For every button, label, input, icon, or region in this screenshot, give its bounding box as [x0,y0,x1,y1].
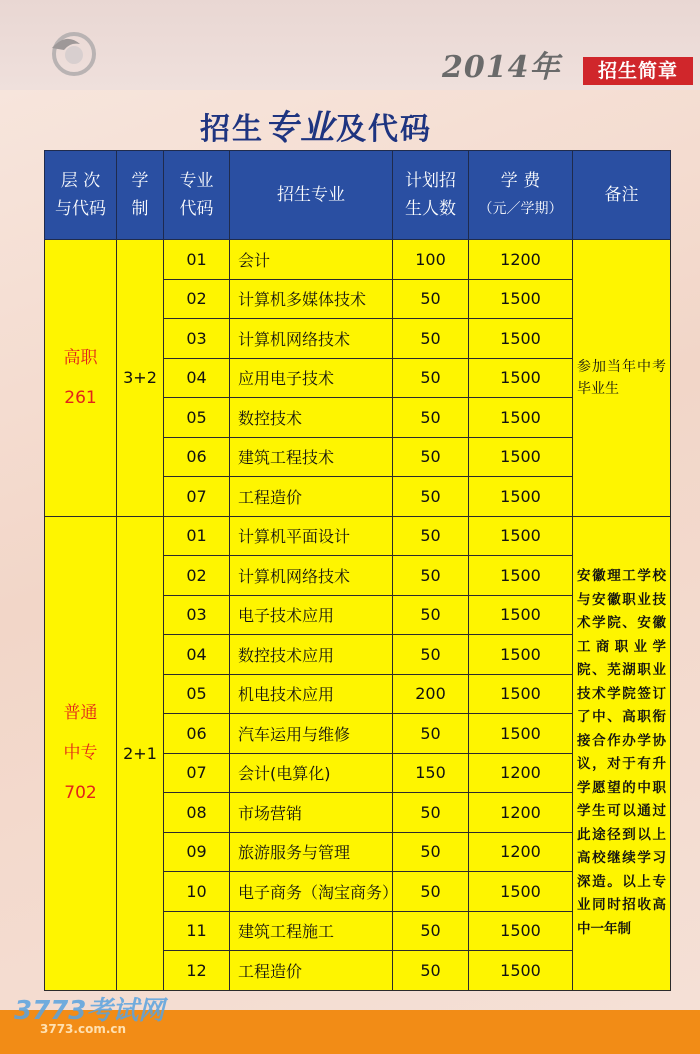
header-note: 备注 [573,151,671,240]
level-cell [45,516,117,990]
page-title [200,100,432,149]
fee-cell: 1500 [469,398,573,438]
system-cell: 2+1 [117,516,164,990]
plan-cell: 50 [393,477,469,517]
watermark-url: 3773.com.cn [40,1022,127,1036]
plan-cell: 50 [393,319,469,359]
fee-cell: 1500 [469,477,573,517]
code-cell: 04 [164,635,230,675]
table-row [45,516,671,556]
code-cell: 07 [164,753,230,793]
code-cell: 06 [164,714,230,754]
header-code [164,151,230,240]
header-plan [393,151,469,240]
fee-cell: 1200 [469,753,573,793]
header-plan-l1: 计划招 [405,171,456,191]
title-part1: 招生 [200,112,264,147]
fee-cell: 1500 [469,319,573,359]
table-row [45,240,671,280]
code-cell: 10 [164,872,230,912]
code-cell: 12 [164,951,230,991]
fee-cell: 1500 [469,635,573,675]
code-cell: 06 [164,437,230,477]
fee-cell: 1500 [469,516,573,556]
major-cell: 计算机平面设计 [230,516,393,556]
fee-cell: 1500 [469,279,573,319]
fee-cell: 1500 [469,872,573,912]
major-cell: 机电技术应用 [230,674,393,714]
level-text: 261 [64,387,97,408]
plan-cell: 200 [393,674,469,714]
major-cell: 汽车运用与维修 [230,714,393,754]
plan-cell: 150 [393,753,469,793]
level-text: 702 [64,783,97,803]
level-text: 高职 [63,347,98,368]
code-cell: 01 [164,516,230,556]
header-system-l2: 制 [131,199,149,219]
major-cell: 计算机网络技术 [230,319,393,359]
plan-cell: 50 [393,556,469,596]
code-cell: 02 [164,556,230,596]
plan-cell: 50 [393,398,469,438]
code-cell: 07 [164,477,230,517]
major-cell: 工程造价 [230,951,393,991]
table-body [45,240,671,991]
code-cell: 03 [164,595,230,635]
header-plan-l2: 生人数 [405,199,456,219]
fee-cell: 1200 [469,240,573,280]
brochure-badge: 招生简章 [583,57,693,85]
major-cell: 建筑工程技术 [230,437,393,477]
major-cell: 会计 [230,240,393,280]
header-level-l1: 层 次 [60,171,101,191]
header-fee-l1: 学 费 [500,171,541,191]
majors-table [44,150,671,991]
year-label: 2014年 [442,50,561,85]
header-level-l2: 与代码 [55,199,106,219]
note-cell: 安徽理工学校与安徽职业技术学院、安徽工商职业学院、芜湖职业技术学院签订了中、高职衔接合作办学协议，对于有升学愿望的中职学生可以通过此途径到以上高校继续学习深造。以上专业同时招收高中一年制 [573,516,671,990]
header-code-l2: 代码 [179,199,214,219]
system-cell: 3+2 [117,240,164,517]
header-fee-l2: （元／学期） [478,201,563,217]
major-cell: 计算机多媒体技术 [230,279,393,319]
code-cell: 03 [164,319,230,359]
code-cell: 05 [164,398,230,438]
header-system-l1: 学 [131,171,149,191]
fee-cell: 1500 [469,714,573,754]
major-cell: 数控技术应用 [230,635,393,675]
plan-cell: 50 [393,872,469,912]
code-cell: 01 [164,240,230,280]
fee-cell: 1500 [469,911,573,951]
title-part3: 及代码 [336,112,432,147]
plan-cell: 50 [393,595,469,635]
fee-cell: 1500 [469,951,573,991]
level-text: 中专 [63,743,98,763]
fee-cell: 1500 [469,674,573,714]
header-system [117,151,164,240]
code-cell: 04 [164,358,230,398]
fee-cell: 1200 [469,793,573,833]
major-cell: 应用电子技术 [230,358,393,398]
note-cell: 参加当年中考毕业生 [573,240,671,517]
major-cell: 建筑工程施工 [230,911,393,951]
fee-cell: 1500 [469,437,573,477]
plan-cell: 100 [393,240,469,280]
plan-cell: 50 [393,793,469,833]
header-level [45,151,117,240]
plan-cell: 50 [393,516,469,556]
fee-cell: 1500 [469,595,573,635]
header-major: 招生专业 [230,151,393,240]
fee-cell: 1500 [469,556,573,596]
major-cell: 工程造价 [230,477,393,517]
code-cell: 08 [164,793,230,833]
plan-cell: 50 [393,437,469,477]
plan-cell: 50 [393,358,469,398]
major-cell: 计算机网络技术 [230,556,393,596]
fee-cell: 1200 [469,832,573,872]
header-code-l1: 专业 [179,171,214,191]
plan-cell: 50 [393,279,469,319]
major-cell: 电子技术应用 [230,595,393,635]
plan-cell: 50 [393,911,469,951]
code-cell: 09 [164,832,230,872]
major-cell: 电子商务（淘宝商务） [230,872,393,912]
watermark-brand: 3773考试网 [14,996,165,1026]
level-text: 普通 [63,703,98,723]
code-cell: 05 [164,674,230,714]
plan-cell: 50 [393,635,469,675]
plan-cell: 50 [393,714,469,754]
plan-cell: 50 [393,832,469,872]
table-header-row [45,151,671,240]
fee-cell: 1500 [469,358,573,398]
plan-cell: 50 [393,951,469,991]
major-cell: 市场营销 [230,793,393,833]
title-part2: 专业 [264,108,336,148]
school-logo-icon [44,28,100,76]
major-cell: 会计(电算化) [230,753,393,793]
major-cell: 数控技术 [230,398,393,438]
code-cell: 02 [164,279,230,319]
level-cell [45,240,117,517]
code-cell: 11 [164,911,230,951]
header-fee [469,151,573,240]
major-cell: 旅游服务与管理 [230,832,393,872]
